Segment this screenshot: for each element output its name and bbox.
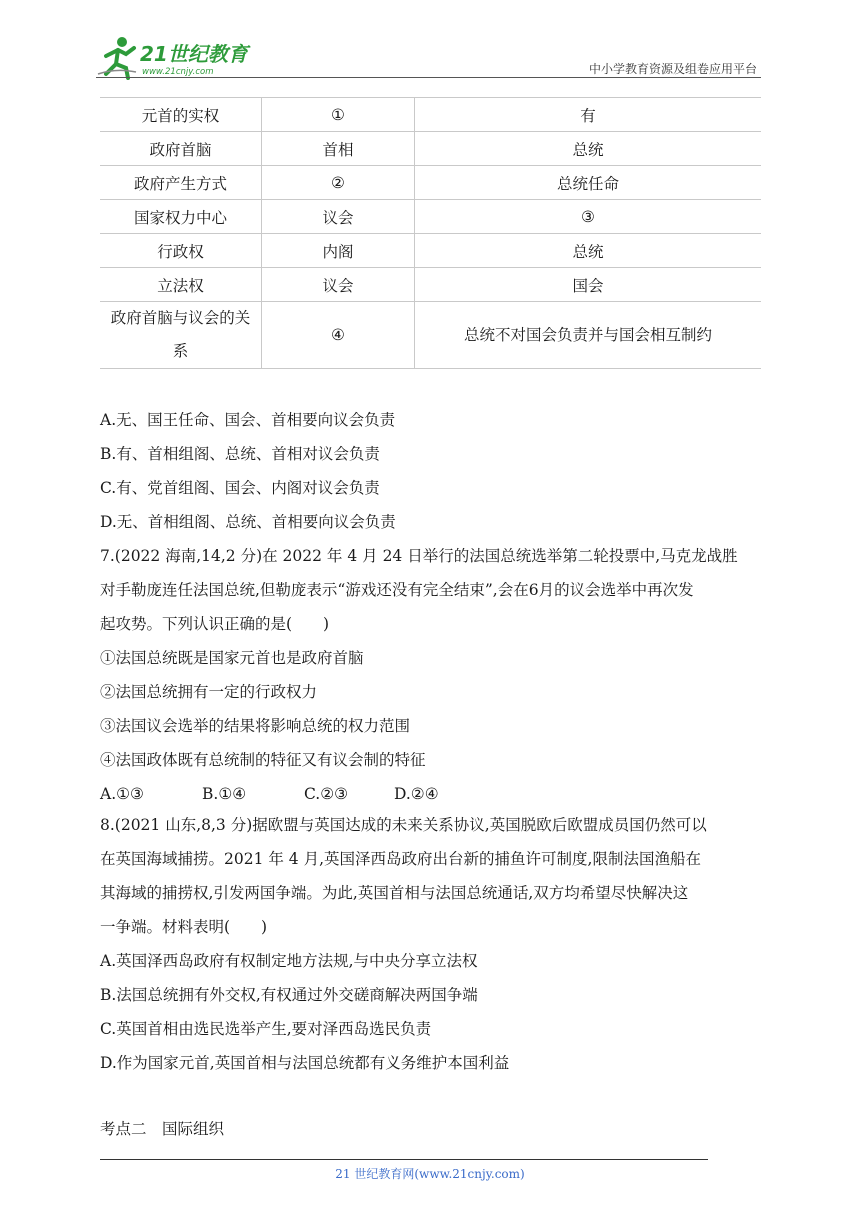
q8-stem-line: 8.(2021 山东,8,3 分)据欧盟与英国达成的未来关系协议,英国脱欧后欧盟成员国仍然可以 [100, 816, 707, 834]
q7-statement: ④法国政体既有总统制的特征又有议会制的特征 [100, 751, 426, 769]
footer-divider [100, 1159, 708, 1160]
option-d: D.作为国家元首,英国首相与法国总统都有义务维护本国利益 [100, 1054, 510, 1072]
option-b: B.①④ [202, 785, 247, 803]
table-cell: 国家权力中心 [100, 200, 262, 234]
option-c: C.②③ [304, 785, 349, 803]
table-row [100, 132, 761, 166]
option-a: A.①③ [100, 785, 144, 803]
platform-name: 中小学教育资源及组卷应用平台 [588, 62, 757, 76]
q6-options [100, 403, 396, 539]
option-d: D.无、首相组阁、总统、首相要向议会负责 [100, 513, 396, 531]
option-b: B.有、首相组阁、总统、首相对议会负责 [100, 445, 380, 463]
table-cell: ② [262, 166, 415, 200]
table-cell: 行政权 [100, 234, 262, 268]
site-logo [96, 34, 266, 80]
table-cell: 内阁 [262, 234, 415, 268]
q8-stem-line: 其海域的捕捞权,引发两国争端。为此,英国首相与法国总统通话,双方均希望尽快解决这 [100, 884, 689, 902]
table-cell: 政府首脑 [100, 132, 262, 166]
option-d: D.②④ [394, 785, 439, 803]
q7-statement: ③法国议会选举的结果将影响总统的权力范围 [100, 717, 411, 735]
option-a: A.无、国王任命、国会、首相要向议会负责 [100, 411, 396, 429]
table-cell: 首相 [262, 132, 415, 166]
table-cell: ③ [415, 200, 762, 234]
option-a: A.英国泽西岛政府有权制定地方法规,与中央分享立法权 [100, 952, 478, 970]
table-cell: ① [262, 98, 415, 132]
option-c: C.有、党首组阁、国会、内阁对议会负责 [100, 479, 380, 497]
table-row [100, 166, 761, 200]
table-cell: 议会 [262, 200, 415, 234]
q7-statement: ①法国总统既是国家元首也是政府首脑 [100, 649, 364, 667]
table-cell [100, 302, 262, 369]
section-title: 考点二 国际组织 [100, 1120, 225, 1138]
q7-options [100, 777, 738, 811]
q8-stem-line: 一争端。材料表明( ) [100, 918, 268, 936]
table-row [100, 268, 761, 302]
table-cell: 有 [415, 98, 762, 132]
q7-stem-line: 7.(2022 海南,14,2 分)在 2022 年 4 月 24 日举行的法国总统选举第二轮投票中,马克龙战胜 [100, 547, 738, 565]
table-row [100, 200, 761, 234]
cell-line: 系 [172, 342, 189, 360]
svg-text:21世纪教育: 21世纪教育 [140, 42, 248, 66]
table-cell: 总统 [415, 132, 762, 166]
option-b: B.法国总统拥有外交权,有权通过外交磋商解决两国争端 [100, 986, 478, 1004]
table-cell: 政府产生方式 [100, 166, 262, 200]
table-cell: 议会 [262, 268, 415, 302]
q8-stem-line: 在英国海域捕捞。2021 年 4 月,英国泽西岛政府出台新的捕鱼许可制度,限制法国渔船在 [100, 850, 701, 868]
cell-line: 政府首脑与议会的关 [110, 309, 251, 327]
question-7 [100, 539, 738, 811]
header-divider [96, 77, 761, 78]
footer-text: 21 世纪教育网(www.21cnjy.com) [335, 1167, 525, 1181]
table-row [100, 302, 761, 369]
question-8 [100, 808, 707, 1080]
table-cell: 总统 [415, 234, 762, 268]
q7-stem-line: 对手勒庞连任法国总统,但勒庞表示“游戏还没有完全结束”,会在6月的议会选举中再次发 [100, 581, 694, 599]
q7-stem-line: 起攻势。下列认识正确的是( ) [100, 615, 330, 633]
option-c: C.英国首相由选民选举产生,要对泽西岛选民负责 [100, 1020, 432, 1038]
comparison-table [100, 97, 761, 369]
table-cell: 元首的实权 [100, 98, 262, 132]
table-cell: 总统不对国会负责并与国会相互制约 [415, 302, 762, 369]
table-cell: 国会 [415, 268, 762, 302]
table-cell: ④ [262, 302, 415, 369]
table-cell: 立法权 [100, 268, 262, 302]
page-header [96, 34, 761, 98]
table-cell: 总统任命 [415, 166, 762, 200]
table-row [100, 98, 761, 132]
q7-statement: ②法国总统拥有一定的行政权力 [100, 683, 318, 701]
svg-text:www.21cnjy.com: www.21cnjy.com [142, 67, 214, 77]
table-row [100, 234, 761, 268]
